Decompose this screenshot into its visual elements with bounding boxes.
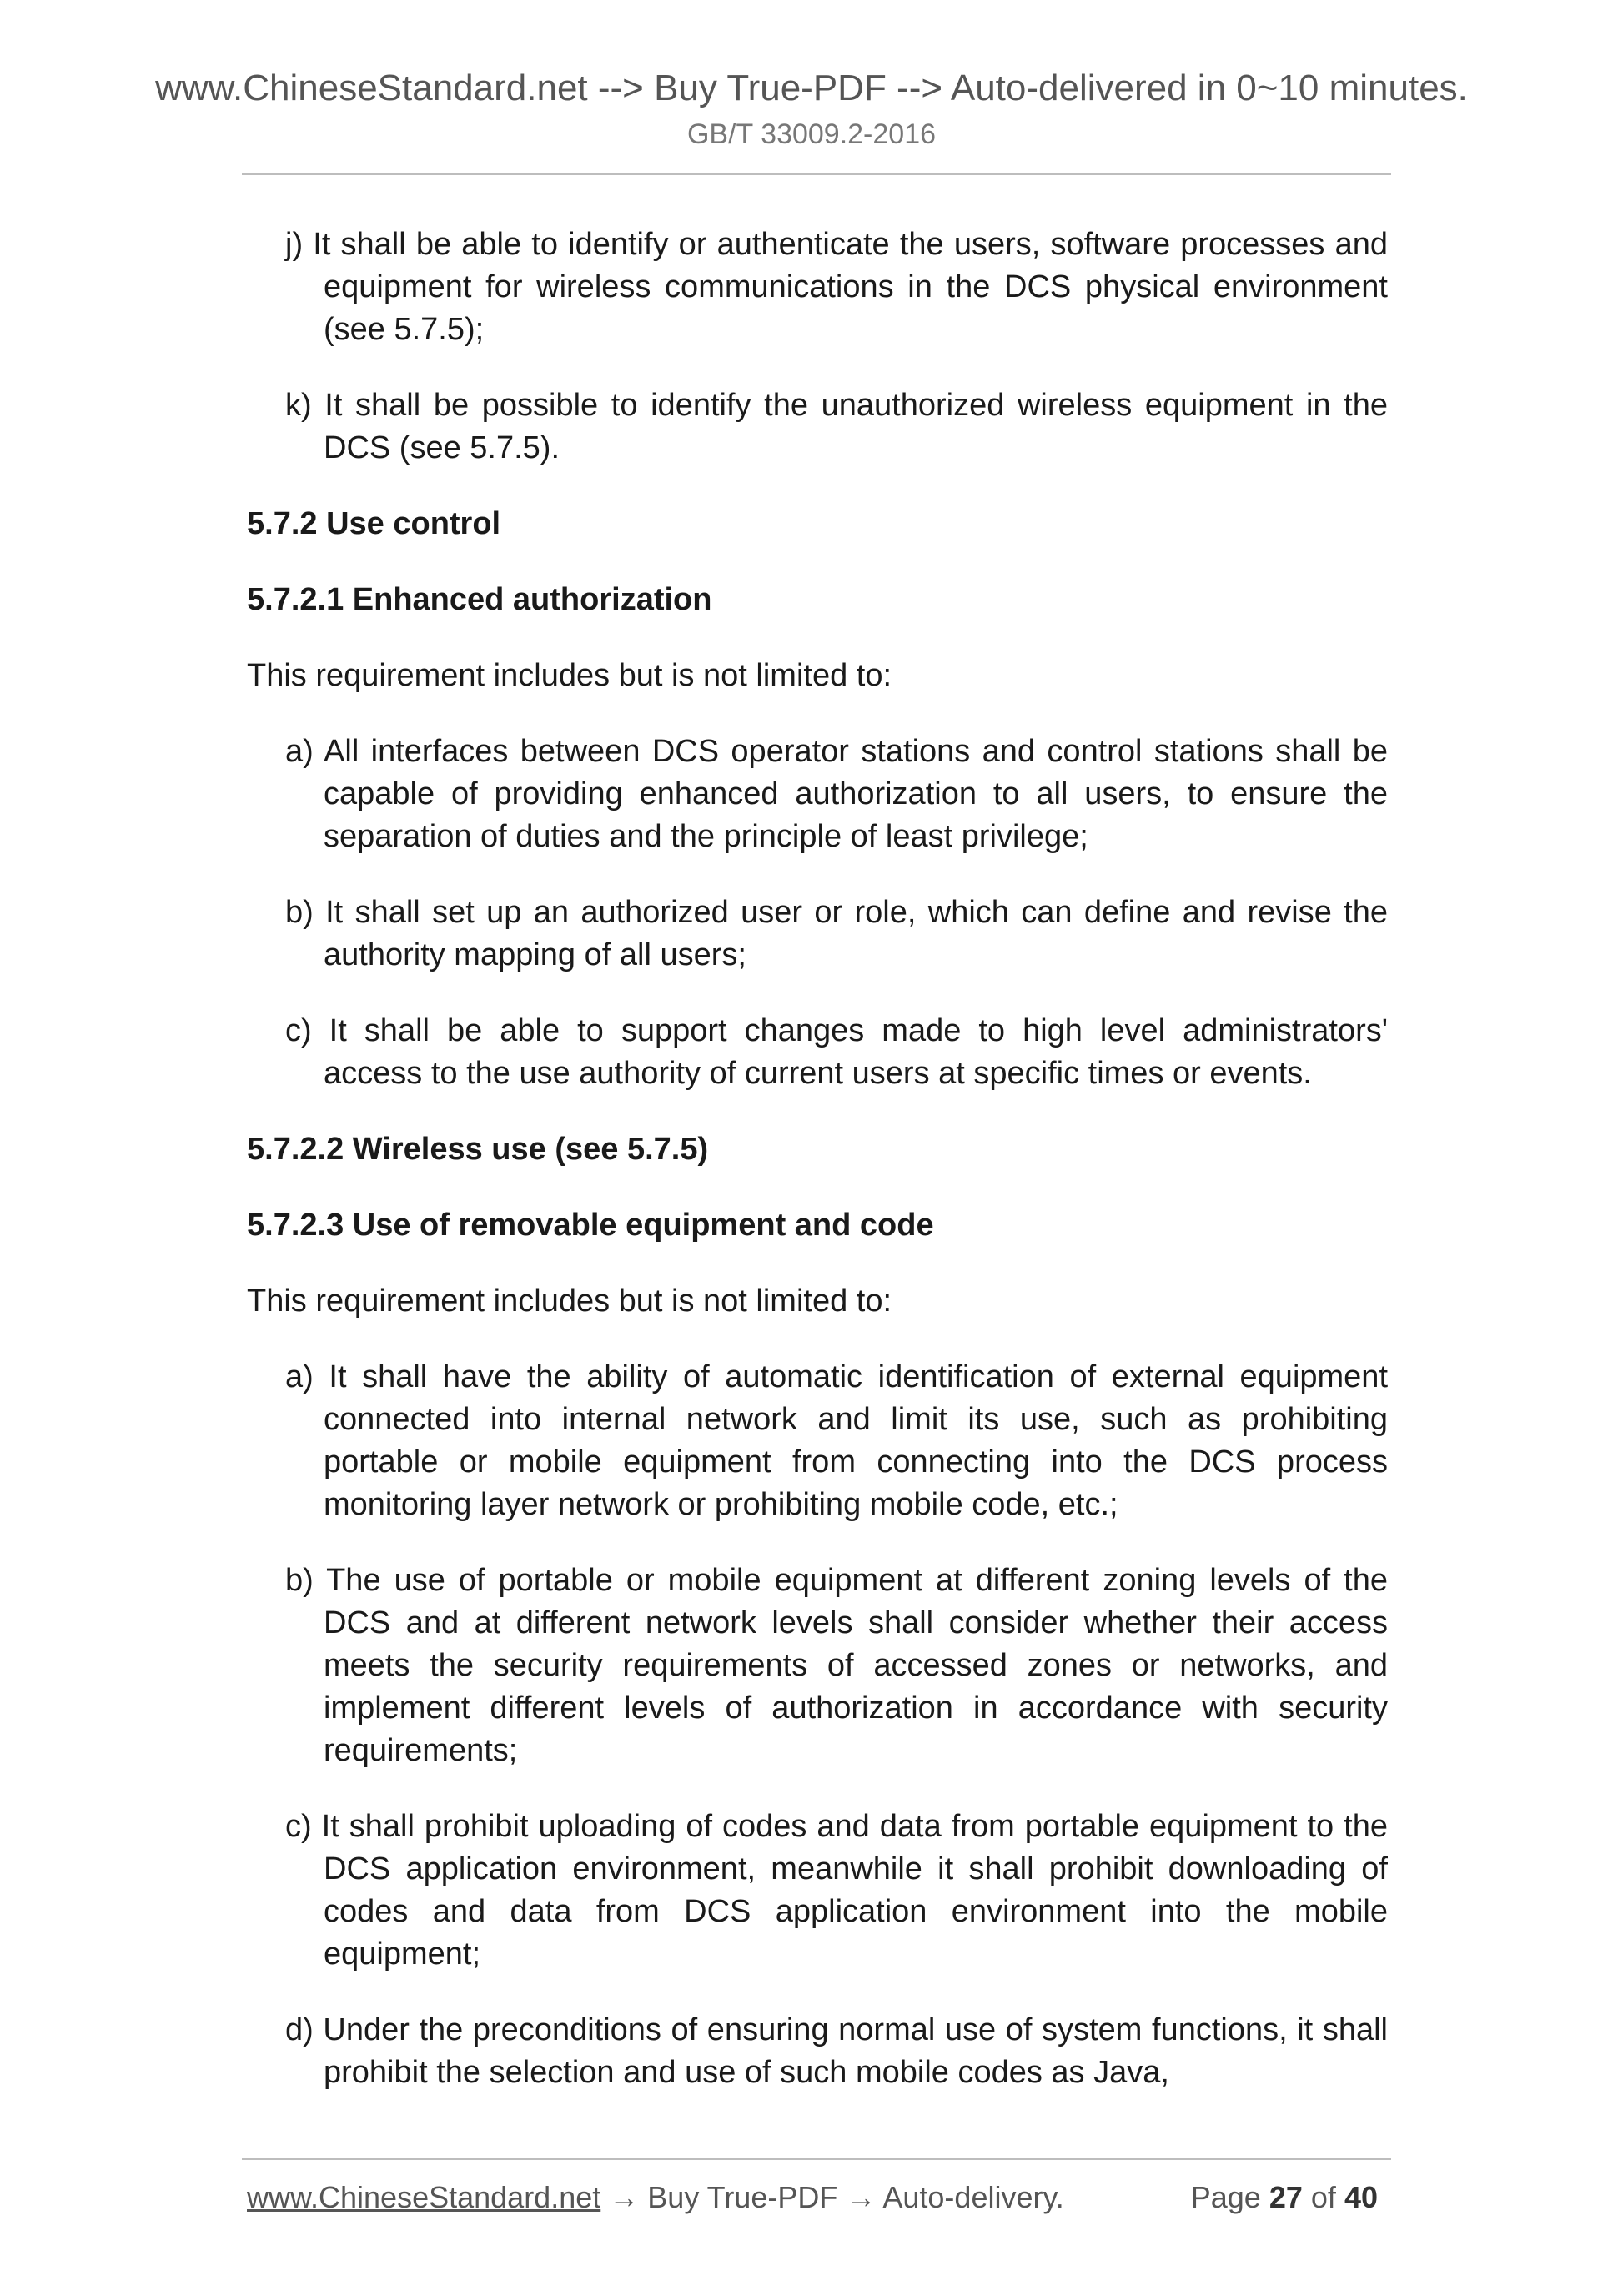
section-heading-5-7-2-3: 5.7.2.3 Use of removable equipment and code: [247, 1208, 934, 1243]
page-number: 27: [1269, 2180, 1303, 2214]
header-title: www.ChineseStandard.net --> Buy True-PDF --> Auto-delivered in 0~10 minutes.: [155, 68, 1468, 108]
of-label: of: [1310, 2180, 1336, 2214]
list-item: a) All interfaces between DCS operator stations and control stations shall be capable of providing enhanced authorization to all users, to ensure the separation of duties and the principle of least privilege;: [285, 734, 1388, 854]
list-item: c) It shall be able to support changes made to high level administrators' access to the use authority of current users at specific times or events.: [285, 1013, 1388, 1091]
document-body: [247, 224, 1388, 2128]
intro-paragraph: This requirement includes but is not limited to:: [247, 658, 892, 693]
page-label: Page: [1190, 2180, 1261, 2214]
section-heading-5-7-2: 5.7.2 Use control: [247, 506, 501, 541]
page-indicator: [1191, 2177, 1378, 2218]
list-item: d) Under the preconditions of ensuring normal use of system functions, it shall prohibit the selection and use of such mobile codes as Java,: [285, 2012, 1388, 2090]
list-item: b) It shall set up an authorized user or role, which can define and revise the authority mapping of all users;: [285, 895, 1388, 972]
section-heading-5-7-2-2: 5.7.2.2 Wireless use (see 5.7.5): [247, 1132, 709, 1167]
arrow-right-icon: →: [609, 2180, 640, 2214]
section-heading-5-7-2-1: 5.7.2.1 Enhanced authorization: [247, 582, 712, 617]
header-divider: [242, 173, 1391, 175]
delivery-text: Auto-delivery.: [882, 2180, 1064, 2214]
site-link[interactable]: www.ChineseStandard.net: [247, 2180, 601, 2214]
list-item-j: j) It shall be able to identify or authenticate the users, software processes and equipment for wireless communications in the DCS physical environment (see 5.7.5);: [285, 227, 1388, 347]
standard-number: GB/T 33009.2-2016: [686, 118, 937, 150]
arrow-right-icon: →: [846, 2180, 877, 2214]
footer-divider: [242, 2158, 1391, 2160]
list-item: c) It shall prohibit uploading of codes and data from portable equipment to the DCS application environment, meanwhile it shall prohibit downloading of codes and data from DCS application environment into the mobile equipment;: [285, 1809, 1388, 1972]
footer-links: [247, 2177, 1064, 2218]
page-footer: [247, 2177, 1378, 2218]
buy-text: Buy True-PDF: [647, 2180, 838, 2214]
list-item: a) It shall have the ability of automatic identification of external equipment connected into internal network and limit its use, such as prohibiting portable or mobile equipment from connecting into the DCS process monitoring layer network or prohibiting mobile code, etc.;: [285, 1359, 1388, 1522]
page-total: 40: [1344, 2180, 1378, 2214]
intro-paragraph: This requirement includes but is not limited to:: [247, 1284, 892, 1319]
list-item: b) The use of portable or mobile equipment at different zoning levels of the DCS and at different network levels shall consider whether their access meets the security requirements of accessed zones or networks, and implement different levels of authorization in accordance with security requirements;: [285, 1563, 1388, 1768]
list-item-k: k) It shall be possible to identify the unauthorized wireless equipment in the DCS (see 5.7.5).: [285, 388, 1388, 465]
